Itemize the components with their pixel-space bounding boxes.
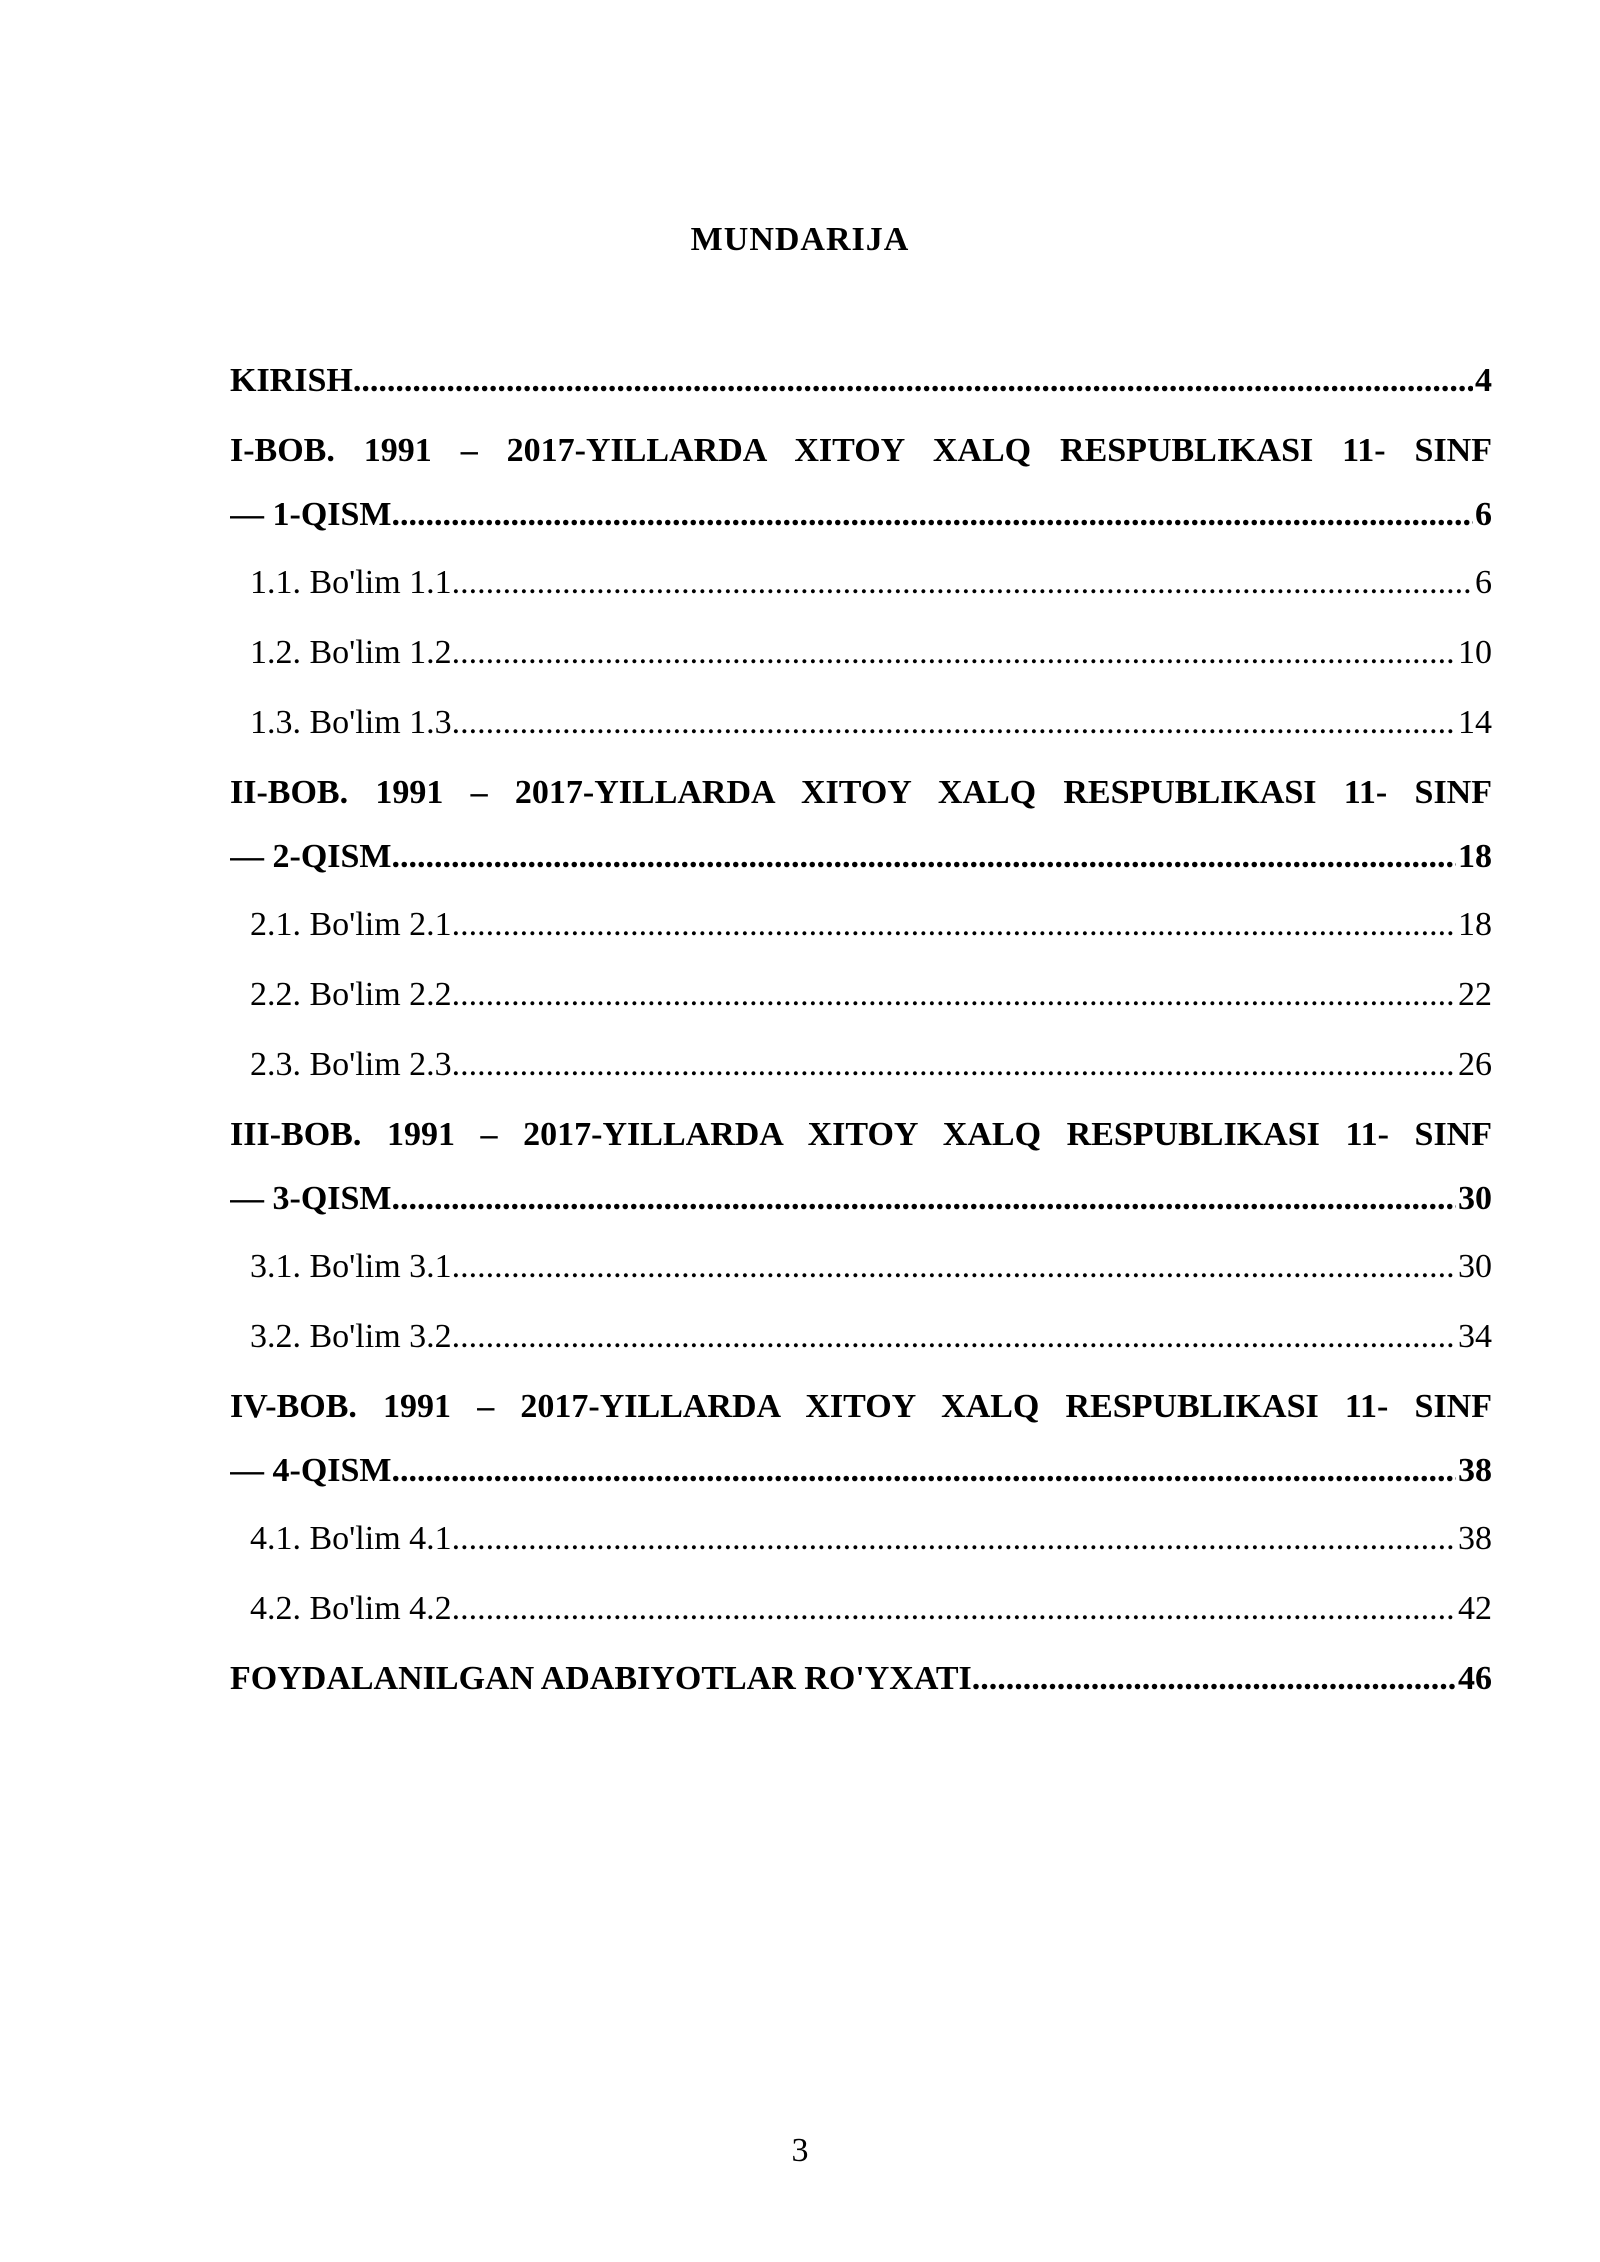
toc-entry-section[interactable] [230, 1504, 1492, 1574]
toc-entry-label: 1.3. Bo'lim 1.3 [250, 704, 452, 741]
toc-entry-label: FOYDALANILGAN ADABIYOTLAR RO'YXATI [230, 1660, 972, 1697]
toc-entry-label: 4.2. Bo'lim 4.2 [250, 1590, 452, 1627]
toc-entry-chapter-2[interactable] [230, 824, 1492, 890]
toc-entry-label: 4.1. Bo'lim 4.1 [250, 1520, 452, 1557]
toc-entry-label: 3.1. Bo'lim 3.1 [250, 1248, 452, 1285]
table-of-contents [230, 346, 1492, 1714]
toc-entry-page: 34 [1458, 1318, 1492, 1355]
toc-entry-page: 18 [1458, 838, 1492, 875]
dot-leader [452, 1574, 1456, 1644]
dot-leader [392, 482, 1474, 548]
toc-entry-bibliography[interactable] [230, 1644, 1492, 1714]
toc-entry-section[interactable] [230, 1574, 1492, 1644]
toc-entry-chapter-1[interactable] [230, 482, 1492, 548]
dot-leader [972, 1644, 1456, 1714]
toc-entry-page: 42 [1458, 1590, 1492, 1627]
toc-entry-label: — 2-QISM [230, 838, 392, 875]
toc-entry-label: 1.1. Bo'lim 1.1 [250, 564, 452, 601]
toc-entry-page: 30 [1458, 1248, 1492, 1285]
toc-title: MUNDARIJA [690, 221, 910, 258]
dot-leader [452, 1302, 1456, 1372]
toc-entry-page: 18 [1458, 906, 1492, 943]
toc-entry-label: 2.2. Bo'lim 2.2 [250, 976, 452, 1013]
toc-entry-page: 6 [1475, 496, 1492, 533]
toc-entry-section[interactable] [230, 1232, 1492, 1302]
toc-entry-section[interactable] [230, 618, 1492, 688]
dot-leader [452, 890, 1456, 960]
dot-leader [452, 548, 1473, 618]
toc-entry-section[interactable] [230, 960, 1492, 1030]
toc-entry-page: 30 [1458, 1180, 1492, 1217]
toc-entry-page: 38 [1458, 1520, 1492, 1557]
toc-entry-page: 6 [1475, 564, 1492, 601]
toc-entry-section[interactable] [230, 1302, 1492, 1372]
dot-leader [452, 1504, 1456, 1574]
toc-entry-page: 26 [1458, 1046, 1492, 1083]
toc-entry-section[interactable] [230, 548, 1492, 618]
toc-entry-chapter-4[interactable] [230, 1438, 1492, 1504]
toc-chapter-heading[interactable]: IV-BOB. 1991 – 2017-YILLARDA XITOY XALQ RESPUBLIKASI 11- SINF [230, 1388, 1492, 1425]
toc-entry-label: — 1-QISM [230, 496, 392, 533]
toc-entry-label: — 4-QISM [230, 1452, 392, 1489]
toc-entry-intro[interactable] [230, 346, 1492, 416]
toc-entry-section[interactable] [230, 1030, 1492, 1100]
dot-leader [452, 618, 1456, 688]
toc-entry-label: — 3-QISM [230, 1180, 392, 1217]
toc-entry-page: 10 [1458, 634, 1492, 671]
dot-leader [392, 824, 1457, 890]
toc-entry-section[interactable] [230, 890, 1492, 960]
toc-chapter-heading[interactable]: III-BOB. 1991 – 2017-YILLARDA XITOY XALQ RESPUBLIKASI 11- SINF [230, 1116, 1492, 1153]
page-number: 3 [791, 2132, 809, 2169]
dot-leader [353, 346, 1473, 416]
toc-entry-page: 46 [1458, 1660, 1492, 1697]
dot-leader [452, 1232, 1456, 1302]
toc-entry-page: 22 [1458, 976, 1492, 1013]
toc-entry-page: 38 [1458, 1452, 1492, 1489]
toc-entry-label: 1.2. Bo'lim 1.2 [250, 634, 452, 671]
toc-entry-label: KIRISH [230, 362, 353, 399]
dot-leader [392, 1166, 1457, 1232]
dot-leader [452, 1030, 1456, 1100]
toc-entry-page: 14 [1458, 704, 1492, 741]
toc-entry-label: 2.1. Bo'lim 2.1 [250, 906, 452, 943]
toc-chapter-heading[interactable]: I-BOB. 1991 – 2017-YILLARDA XITOY XALQ RESPUBLIKASI 11- SINF [230, 432, 1492, 469]
dot-leader [452, 688, 1456, 758]
toc-entry-chapter-3[interactable] [230, 1166, 1492, 1232]
toc-entry-label: 3.2. Bo'lim 3.2 [250, 1318, 452, 1355]
toc-entry-page: 4 [1475, 362, 1492, 399]
toc-entry-section[interactable] [230, 688, 1492, 758]
dot-leader [452, 960, 1456, 1030]
toc-chapter-heading[interactable]: II-BOB. 1991 – 2017-YILLARDA XITOY XALQ RESPUBLIKASI 11- SINF [230, 774, 1492, 811]
dot-leader [392, 1438, 1457, 1504]
toc-entry-label: 2.3. Bo'lim 2.3 [250, 1046, 452, 1083]
